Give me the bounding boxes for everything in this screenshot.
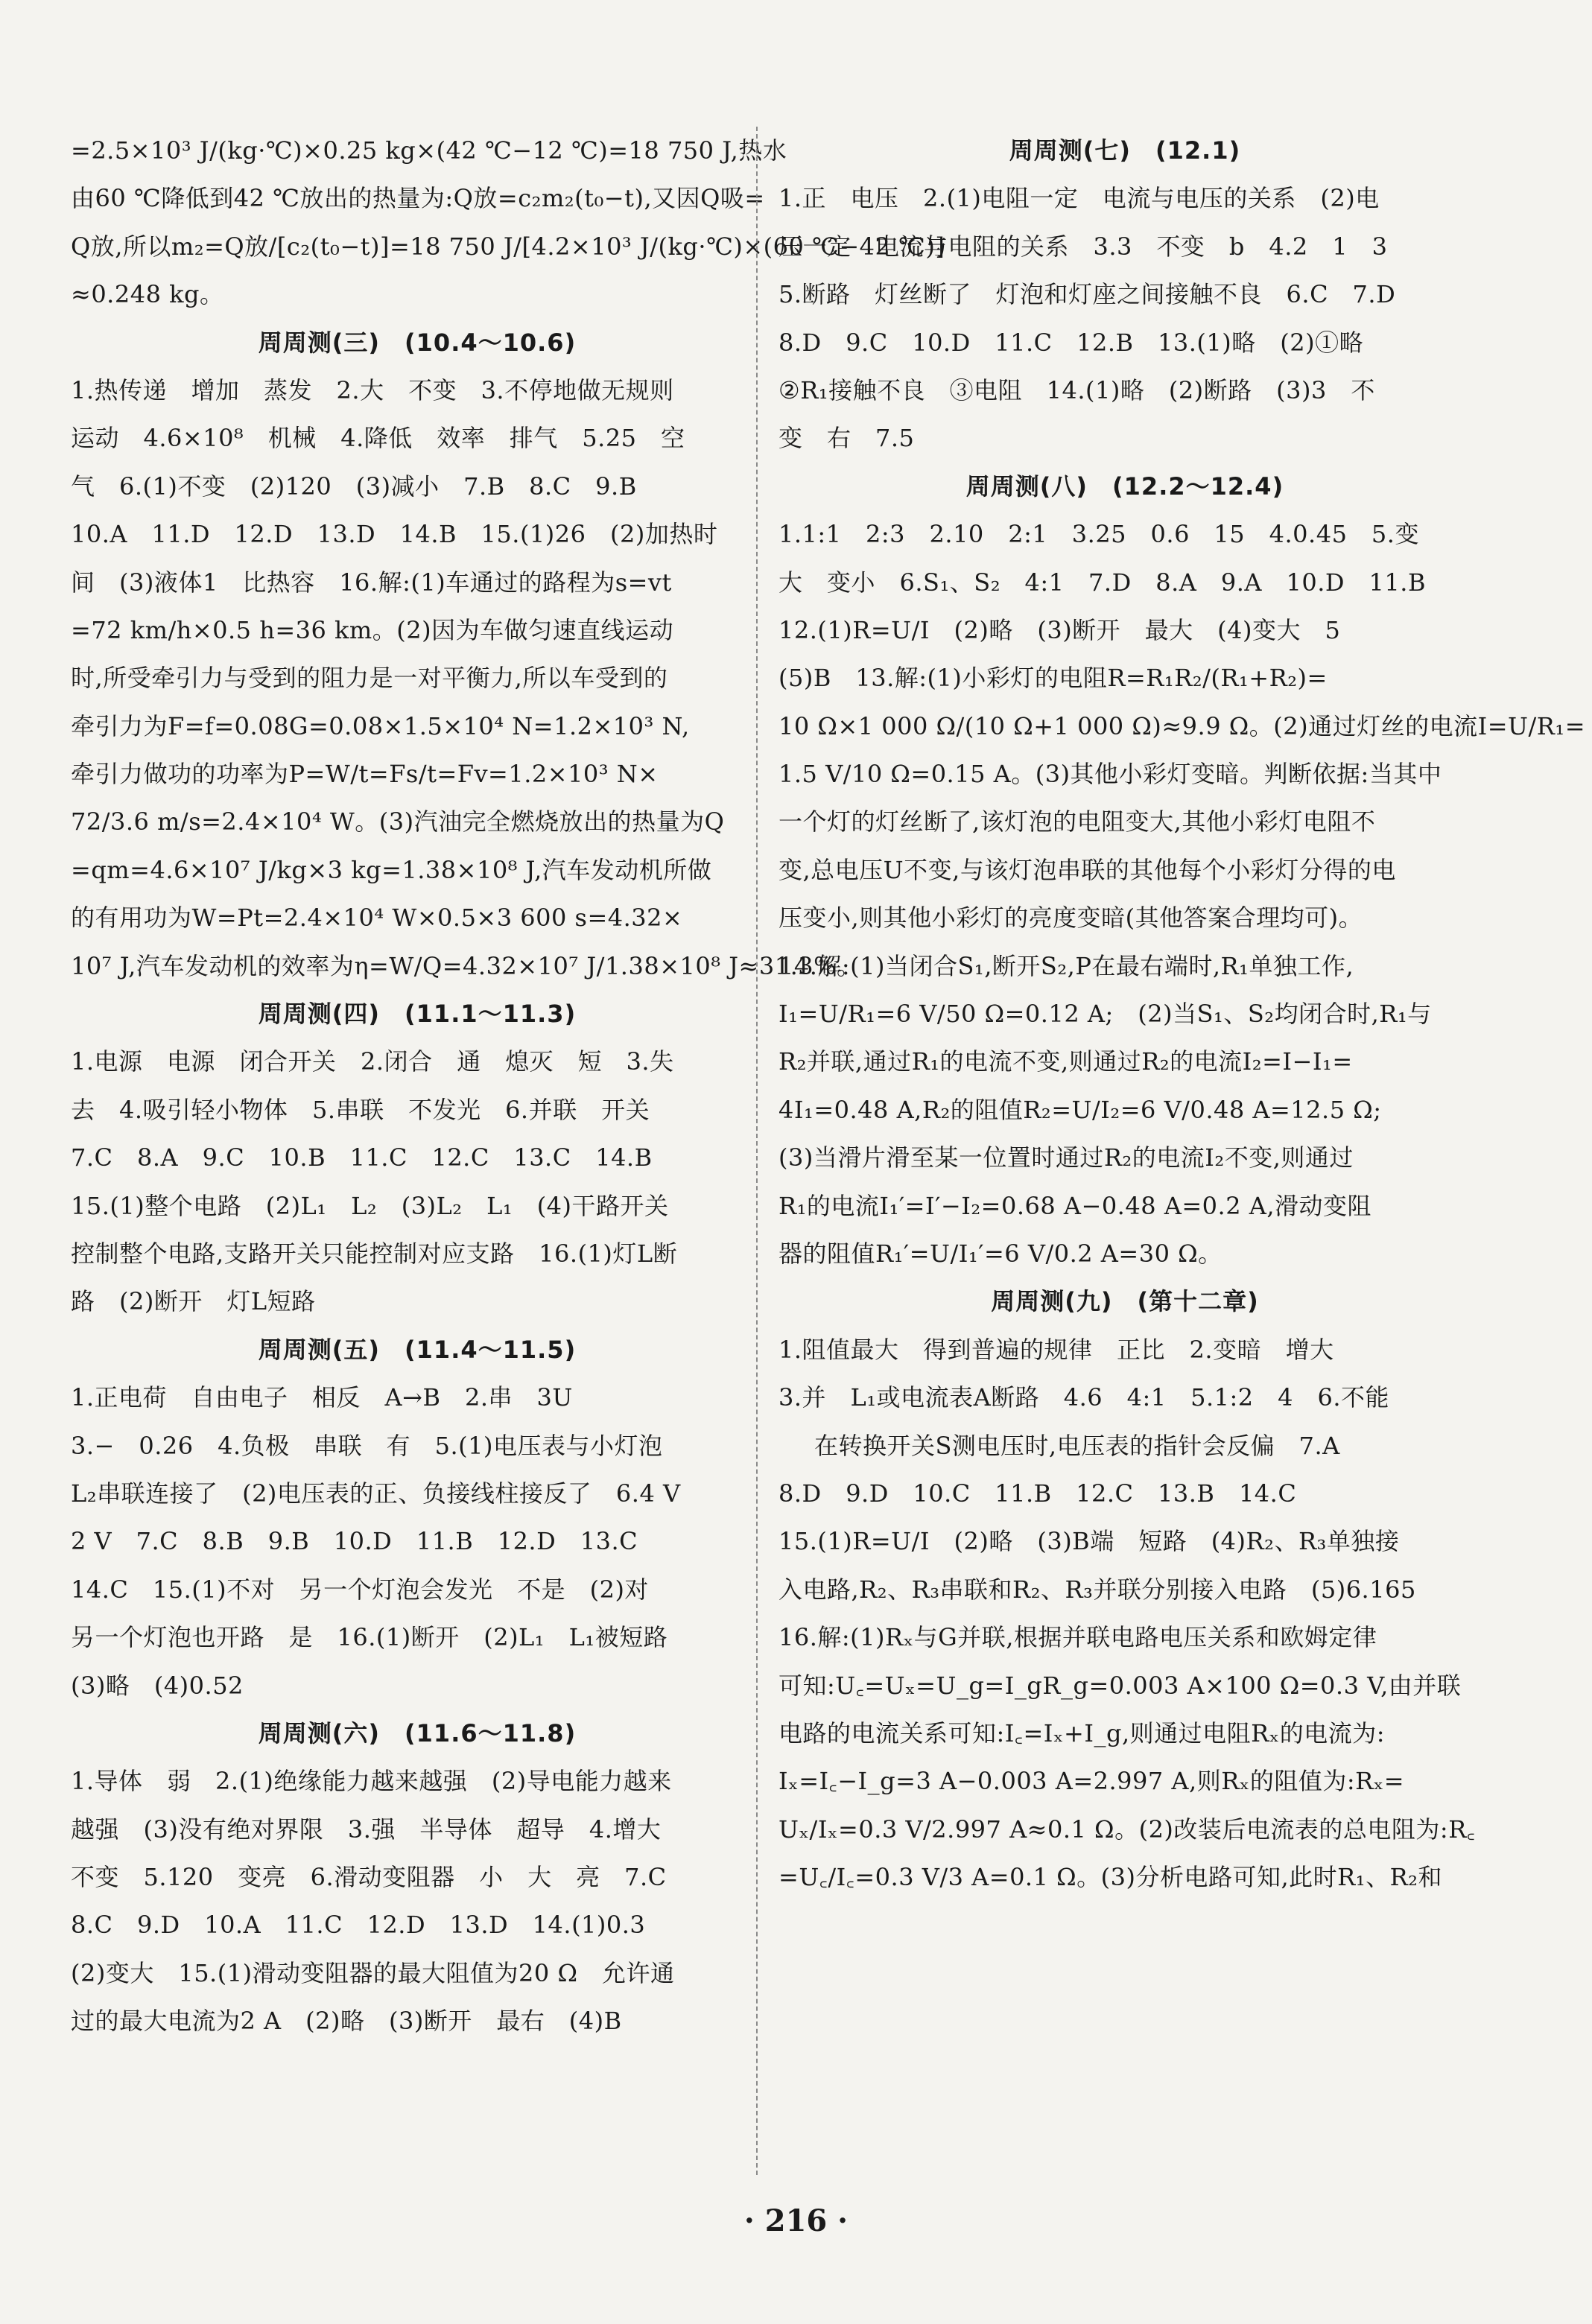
answer-line: ≈0.248 kg。 xyxy=(71,280,224,309)
answer-line: 1.1:1 2:3 2.10 2:1 3.25 0.6 15 4.0.45 5.变 xyxy=(778,520,1419,549)
section-heading: 周周测(八) (12.2～12.4) xyxy=(965,472,1284,501)
answer-line: =U꜀/I꜀=0.3 V/3 A=0.1 Ω。(3)分析电路可知,此时R₁、R₂和 xyxy=(778,1863,1443,1892)
answer-line: R₂并联,通过R₁的电流不变,则通过R₂的电流I₂=I−I₁= xyxy=(778,1047,1353,1076)
answer-line: =qm=4.6×10⁷ J/kg×3 kg=1.38×10⁸ J,汽车发动机所做 xyxy=(71,855,712,884)
answer-line: 3.并 L₁或电流表A断路 4.6 4:1 5.1:2 4 6.不能 xyxy=(778,1383,1390,1412)
answer-line: (3)略 (4)0.52 xyxy=(71,1671,244,1700)
answer-line: 牵引力为F=f=0.08G=0.08×1.5×10⁴ N=1.2×10³ N, xyxy=(71,711,690,740)
answer-line: 2 V 7.C 8.B 9.B 10.D 11.B 12.D 13.C xyxy=(71,1527,638,1556)
answer-line: 不变 5.120 变亮 6.滑动变阻器 小 大 亮 7.C xyxy=(71,1863,667,1892)
answer-line: 16.解:(1)Rₓ与G并联,根据并联电路电压关系和欧姆定律 xyxy=(778,1623,1377,1652)
answer-line: 运动 4.6×10⁸ 机械 4.降低 效率 排气 5.25 空 xyxy=(71,424,685,453)
answer-line: =2.5×10³ J/(kg·℃)×0.25 kg×(42 ℃−12 ℃)=18 750 J,热水 xyxy=(71,136,787,165)
answer-line: 器的阻值R₁′=U/I₁′=6 V/0.2 A=30 Ω。 xyxy=(778,1239,1222,1268)
section-heading: 周周测(四) (11.1～11.3) xyxy=(258,1000,577,1029)
answer-line: Iₓ=I꜀−I_g=3 A−0.003 A=2.997 A,则Rₓ的阻值为:Rₓ= xyxy=(778,1767,1405,1796)
answer-line: 14.解:(1)当闭合S₁,断开S₂,P在最右端时,R₁单独工作, xyxy=(778,951,1354,980)
section-heading: 周周测(五) (11.4～11.5) xyxy=(258,1335,577,1364)
answer-line: 12.(1)R=U/I (2)略 (3)断开 最大 (4)变大 5 xyxy=(778,615,1341,644)
section-heading: 周周测(九) (第十二章) xyxy=(991,1287,1259,1316)
answer-line: 牵引力做功的功率为P=W/t=Fs/t=Fv=1.2×10³ N× xyxy=(71,760,659,789)
answer-line: 15.(1)整个电路 (2)L₁ L₂ (3)L₂ L₁ (4)干路开关 xyxy=(71,1191,669,1220)
answer-line: (5)B 13.解:(1)小彩灯的电阻R=R₁R₂/(R₁+R₂)= xyxy=(778,664,1328,693)
answer-line: 越强 (3)没有绝对界限 3.强 半导体 超导 4.增大 xyxy=(71,1815,662,1844)
answer-line: 72/3.6 m/s=2.4×10⁴ W。(3)汽油完全燃烧放出的热量为Q xyxy=(71,807,725,836)
answer-line: 1.5 V/10 Ω=0.15 A。(3)其他小彩灯变暗。判断依据:当其中 xyxy=(778,760,1442,789)
answer-line: 间 (3)液体1 比热容 16.解:(1)车通过的路程为s=vt xyxy=(71,568,672,597)
answer-line: 1.热传递 增加 蒸发 2.大 不变 3.不停地做无规则 xyxy=(71,375,674,404)
answer-line: 由60 ℃降低到42 ℃放出的热量为:Q放=c₂m₂(t₀−t),又因Q吸= xyxy=(71,184,765,213)
answer-line: 另一个灯泡也开路 是 16.(1)断开 (2)L₁ L₁被短路 xyxy=(71,1623,668,1652)
answer-line: (3)当滑片滑至某一位置时通过R₂的电流I₂不变,则通过 xyxy=(778,1143,1354,1172)
answer-line: 路 (2)断开 灯L短路 xyxy=(71,1287,316,1316)
right-column xyxy=(778,127,1586,1901)
answer-line: 气 6.(1)不变 (2)120 (3)减小 7.B 8.C 9.B xyxy=(71,472,637,501)
answer-line: 1.电源 电源 闭合开关 2.闭合 通 熄灭 短 3.失 xyxy=(71,1047,674,1076)
answer-line: Q放,所以m₂=Q放/[c₂(t₀−t)]=18 750 J/[4.2×10³ J/(kg·℃)×(60 ℃−42 ℃)] xyxy=(71,232,945,261)
answer-line: 10⁷ J,汽车发动机的效率为η=W/Q=4.32×10⁷ J/1.38×10⁸ J≈31.3%。 xyxy=(71,951,861,980)
answer-line: 电路的电流关系可知:I꜀=Iₓ+I_g,则通过电阻Rₓ的电流为: xyxy=(778,1718,1386,1747)
section-heading: 周周测(六) (11.6～11.8) xyxy=(258,1718,577,1747)
answer-line: L₂串联连接了 (2)电压表的正、负接线柱接反了 6.4 V xyxy=(71,1479,681,1508)
answer-line: 的有用功为W=Pt=2.4×10⁴ W×0.5×3 600 s=4.32× xyxy=(71,904,683,933)
answer-line: 在转换开关S测电压时,电压表的指针会反偏 7.A xyxy=(814,1431,1340,1460)
answer-line: 8.D 9.D 10.C 11.B 12.C 13.B 14.C xyxy=(778,1479,1297,1508)
answer-line: 压一定 电流与电阻的关系 3.3 不变 b 4.2 1 3 xyxy=(778,232,1388,261)
answer-line: 10 Ω×1 000 Ω/(10 Ω+1 000 Ω)≈9.9 Ω。(2)通过灯丝的电流I=U/R₁= xyxy=(778,711,1586,740)
answer-line: 1.导体 弱 2.(1)绝缘能力越来越强 (2)导电能力越来 xyxy=(71,1767,672,1796)
answer-line: R₁的电流I₁′=I′−I₂=0.68 A−0.48 A=0.2 A,滑动变阻 xyxy=(778,1191,1372,1220)
page-number: · 216 · xyxy=(743,2203,849,2238)
answer-line: 15.(1)R=U/I (2)略 (3)B端 短路 (4)R₂、R₃单独接 xyxy=(778,1527,1400,1556)
answer-line: =72 km/h×0.5 h=36 km。(2)因为车做匀速直线运动 xyxy=(71,615,674,644)
answer-line: 变,总电压U不变,与该灯泡串联的其他每个小彩灯分得的电 xyxy=(778,855,1396,884)
answer-line: 8.C 9.D 10.A 11.C 12.D 13.D 14.(1)0.3 xyxy=(71,1911,646,1940)
answer-line: 入电路,R₂、R₃串联和R₂、R₃并联分别接入电路 (5)6.165 xyxy=(778,1575,1416,1604)
answer-line: 1.正电荷 自由电子 相反 A→B 2.串 3U xyxy=(71,1383,573,1412)
answer-line: ②R₁接触不良 ③电阻 14.(1)略 (2)断路 (3)3 不 xyxy=(778,375,1375,404)
column-divider xyxy=(756,127,758,2175)
answer-line: 变 右 7.5 xyxy=(778,424,915,453)
answer-line: 去 4.吸引轻小物体 5.串联 不发光 6.并联 开关 xyxy=(71,1095,650,1124)
answer-line: 时,所受牵引力与受到的阻力是一对平衡力,所以车受到的 xyxy=(71,664,668,693)
answer-line: 可知:U꜀=Uₓ=U_g=I_gR_g=0.003 A×100 Ω=0.3 V,由并联 xyxy=(778,1671,1462,1700)
answer-line: 过的最大电流为2 A (2)略 (3)断开 最右 (4)B xyxy=(71,2007,622,2036)
answer-line: 5.断路 灯丝断了 灯泡和灯座之间接触不良 6.C 7.D xyxy=(778,280,1396,309)
section-heading: 周周测(三) (10.4～10.6) xyxy=(258,328,577,357)
answer-line: 一个灯的灯丝断了,该灯泡的电阻变大,其他小彩灯电阻不 xyxy=(778,807,1376,836)
answer-line: 3.− 0.26 4.负极 串联 有 5.(1)电压表与小灯泡 xyxy=(71,1431,663,1460)
section-heading: 周周测(七) (12.1) xyxy=(1009,136,1241,165)
answer-line: 4I₁=0.48 A,R₂的阻值R₂=U/I₂=6 V/0.48 A=12.5 Ω; xyxy=(778,1095,1382,1124)
answer-line: 7.C 8.A 9.C 10.B 11.C 12.C 13.C 14.B xyxy=(71,1143,653,1172)
answer-line: (2)变大 15.(1)滑动变阻器的最大阻值为20 Ω 允许通 xyxy=(71,1958,675,1987)
answer-line: 1.正 电压 2.(1)电阻一定 电流与电压的关系 (2)电 xyxy=(778,184,1380,213)
answer-line: 压变小,则其他小彩灯的亮度变暗(其他答案合理均可)。 xyxy=(778,904,1363,933)
answer-line: 大 变小 6.S₁、S₂ 4:1 7.D 8.A 9.A 10.D 11.B xyxy=(778,568,1426,597)
answer-line: 10.A 11.D 12.D 13.D 14.B 15.(1)26 (2)加热时 xyxy=(71,520,718,549)
answer-line: I₁=U/R₁=6 V/50 Ω=0.12 A; (2)当S₁、S₂均闭合时,R₁与 xyxy=(778,1000,1432,1029)
answer-line: 1.阻值最大 得到普遍的规律 正比 2.变暗 增大 xyxy=(778,1335,1334,1364)
answer-line: Uₓ/Iₓ=0.3 V/2.997 A≈0.1 Ω。(2)改装后电流表的总电阻为:R꜀ xyxy=(778,1815,1476,1844)
answer-line: 14.C 15.(1)不对 另一个灯泡会发光 不是 (2)对 xyxy=(71,1575,649,1604)
answer-line: 控制整个电路,支路开关只能控制对应支路 16.(1)灯L断 xyxy=(71,1239,678,1268)
answer-line: 8.D 9.C 10.D 11.C 12.B 13.(1)略 (2)①略 xyxy=(778,328,1364,357)
